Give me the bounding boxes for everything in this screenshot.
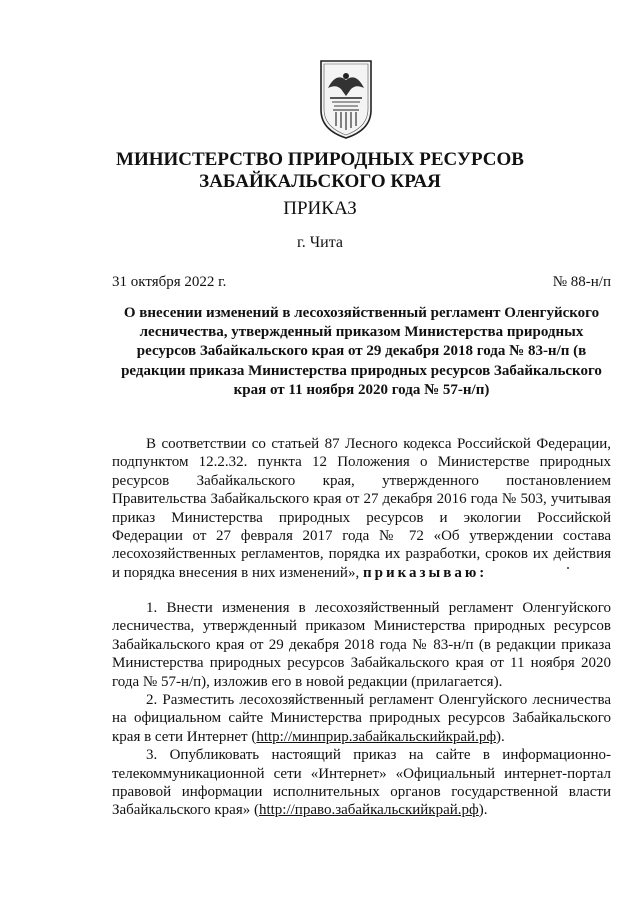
order-subject: О внесении изменений в лесохозяйственный регламент Оленгуйского лесничества, утвержденный приказом Министерства природных ресурсов Забайкальского края от 29 декабря 2018 года № 83-н/п (в редакции приказа Министерства природных ресурсов Забайкальского края от 11 ноября 2020 года № 57-н/п)	[121, 305, 602, 398]
city: г. Чита	[296, 234, 343, 251]
order-word: приказываю:	[362, 564, 488, 581]
item-2-end: ).	[496, 728, 505, 745]
item-1: 1. Внести изменения в лесохозяйственный регламент Оленгуйского лесничества, утвержденный приказом Министерства природных ресурсов Забайкальского края от 29 декабря 2018 года № 83-н/п (в редакции приказа Министерства природных ресурсов Забайкальского края от 11 ноября 2020 года № 57-н/п), изложив его в новой редакции (прилагается).	[112, 600, 611, 690]
item-2-text: 2. Разместить лесохозяйственный регламент Оленгуйского лесничества на официальном сайте Министерства природных ресурсов Забайкальского края в сети Интернет (	[112, 692, 611, 745]
item-3	[112, 746, 611, 820]
law-portal-link[interactable]: http://право.забайкальскийкрай.рф	[258, 802, 479, 819]
ministry-title-line2: ЗАБАЙКАЛЬСКОГО КРАЯ	[199, 171, 441, 192]
ministry-site-link[interactable]: http://минприр.забайкальскийкрай.рф	[256, 728, 497, 745]
ministry-title	[0, 149, 640, 193]
order-date: 31 октября 2022 г.	[112, 274, 227, 290]
ministry-title-line1: МИНИСТЕРСТВО ПРИРОДНЫХ РЕСУРСОВ	[116, 149, 524, 170]
order-items	[112, 599, 611, 820]
document-type: ПРИКАЗ	[283, 198, 357, 219]
preamble-text: В соответствии со статьей 87 Лесного кодекса Российской Федерации, подпунктом 12.2.32. пункта 12 Положения о Министерстве природных ресурсов Забайкальского края, утвержденного постановлением Правительства Забайкальского края от 27 декабря 2016 года № 503, учитывая приказ Министерства природных ресурсов и экологии Российской Федерации от 27 февраля 2017 года № 72 «Об утверждении состава лесохозяйственных регламентов, порядка их разработки, сроков их действия и порядка внесения в них изменений»,	[112, 436, 611, 581]
order-number: № 88-н/п	[552, 274, 611, 290]
preamble	[112, 435, 611, 582]
item-3-text: 3. Опубликовать настоящий приказ на сайте в информационно-телекоммуникационной сети «Интернет» «Официальный интернет-портал правовой информации исполнительных органов государственной власти Забайкальского края» (	[112, 747, 611, 819]
item-2	[112, 691, 611, 746]
item-3-end: ).	[478, 802, 488, 819]
scan-speck	[567, 567, 569, 569]
coat-of-arms-icon	[318, 58, 374, 140]
